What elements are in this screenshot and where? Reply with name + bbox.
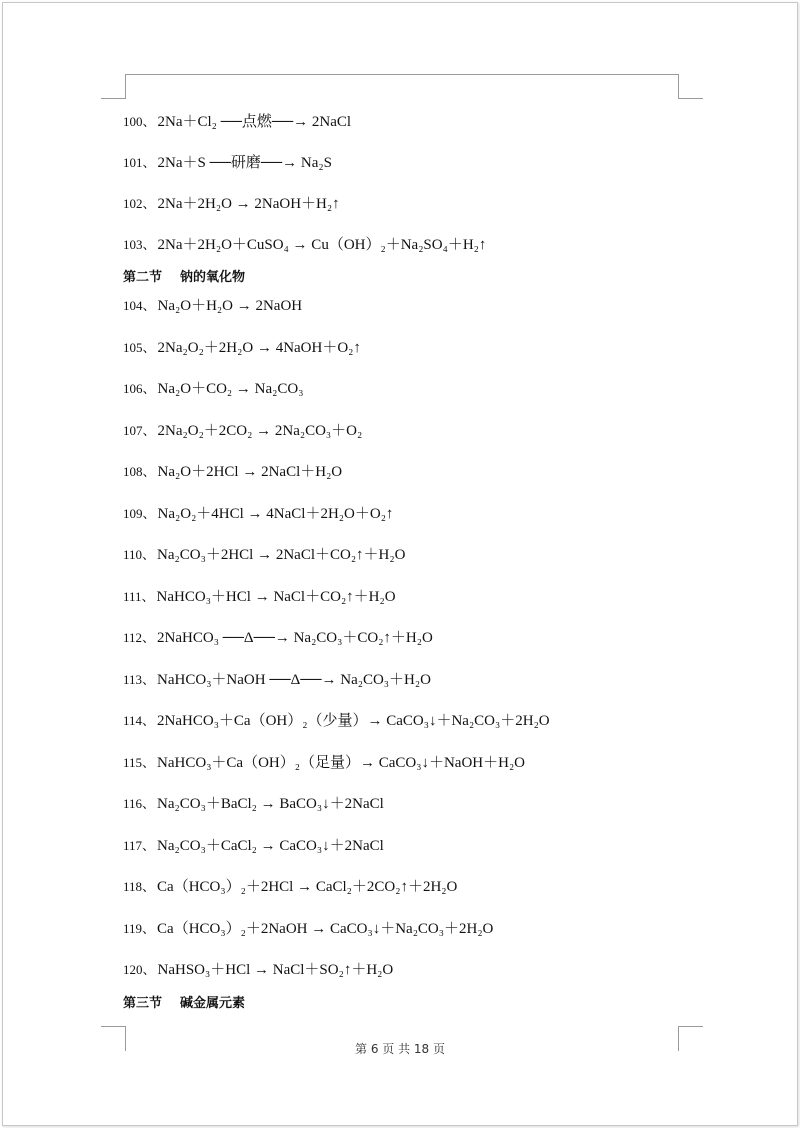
equation-line: 109、 Na₂O₂＋4HCl → 4NaCl＋2H₂O＋O₂↑	[123, 506, 394, 522]
equation-line: 108、 Na₂O＋2HCl → 2NaCl＋H₂O	[123, 464, 343, 480]
section-heading: 第三节 碱金属元素	[123, 996, 246, 1011]
equation-line: 115、 NaHCO₃＋Ca（OH）₂（足量）→ CaCO₃↓＋NaOH＋H₂O	[123, 755, 526, 771]
equation-line: 100、 2Na＋Cl₂ ──点燃──→ 2NaCl	[123, 114, 352, 130]
equation-line: 103、 2Na＋2H₂O＋CuSO₄ → Cu（OH）₂＋Na₂SO₄＋H₂↑	[123, 237, 487, 253]
equation-line: 116、 Na₂CO₃＋BaCl₂ → BaCO₃↓＋2NaCl	[123, 796, 384, 812]
page-footer: 第 6 页 共 18 页	[355, 1042, 445, 1056]
equation-line: 102、 2Na＋2H₂O → 2NaOH＋H₂↑	[123, 196, 340, 212]
equation-line: 111、 NaHCO₃＋HCl → NaCl＋CO₂↑＋H₂O	[123, 589, 396, 605]
equation-line: 101、 2Na＋S ──研磨──→ Na₂S	[123, 155, 332, 171]
corner-mark-top-left	[101, 74, 126, 99]
equation-line: 110、 Na₂CO₃＋2HCl → 2NaCl＋CO₂↑＋H₂O	[123, 547, 406, 563]
equation-line: 120、 NaHSO₃＋HCl → NaCl＋SO₂↑＋H₂O	[123, 962, 394, 978]
equation-line: 114、 2NaHCO₃＋Ca（OH）₂（少量）→ CaCO₃↓＋Na₂CO₃＋2H₂O	[123, 713, 550, 729]
equation-line: 113、 NaHCO₃＋NaOH ──Δ──→ Na₂CO₃＋H₂O	[123, 672, 431, 688]
equation-line: 106、 Na₂O＋CO₂ → Na₂CO₃	[123, 381, 304, 397]
equation-line: 104、 Na₂O＋H₂O → 2NaOH	[123, 298, 303, 314]
section-heading: 第二节 钠的氧化物	[123, 270, 246, 285]
equation-line: 117、 Na₂CO₃＋CaCl₂ → CaCO₃↓＋2NaCl	[123, 838, 384, 854]
equation-line: 119、 Ca（HCO₃）₂＋2NaOH → CaCO₃↓＋Na₂CO₃＋2H₂O	[123, 921, 494, 937]
equation-line: 118、 Ca（HCO₃）₂＋2HCl → CaCl₂＋2CO₂↑＋2H₂O	[123, 879, 458, 895]
header-rule	[125, 74, 678, 75]
equation-line: 107、 2Na₂O₂＋2CO₂ → 2Na₂CO₃＋O₂	[123, 423, 363, 439]
equation-line: 112、 2NaHCO₃ ──Δ──→ Na₂CO₃＋CO₂↑＋H₂O	[123, 630, 433, 646]
equation-line: 105、 2Na₂O₂＋2H₂O → 4NaOH＋O₂↑	[123, 340, 361, 356]
corner-mark-top-right	[678, 74, 703, 99]
